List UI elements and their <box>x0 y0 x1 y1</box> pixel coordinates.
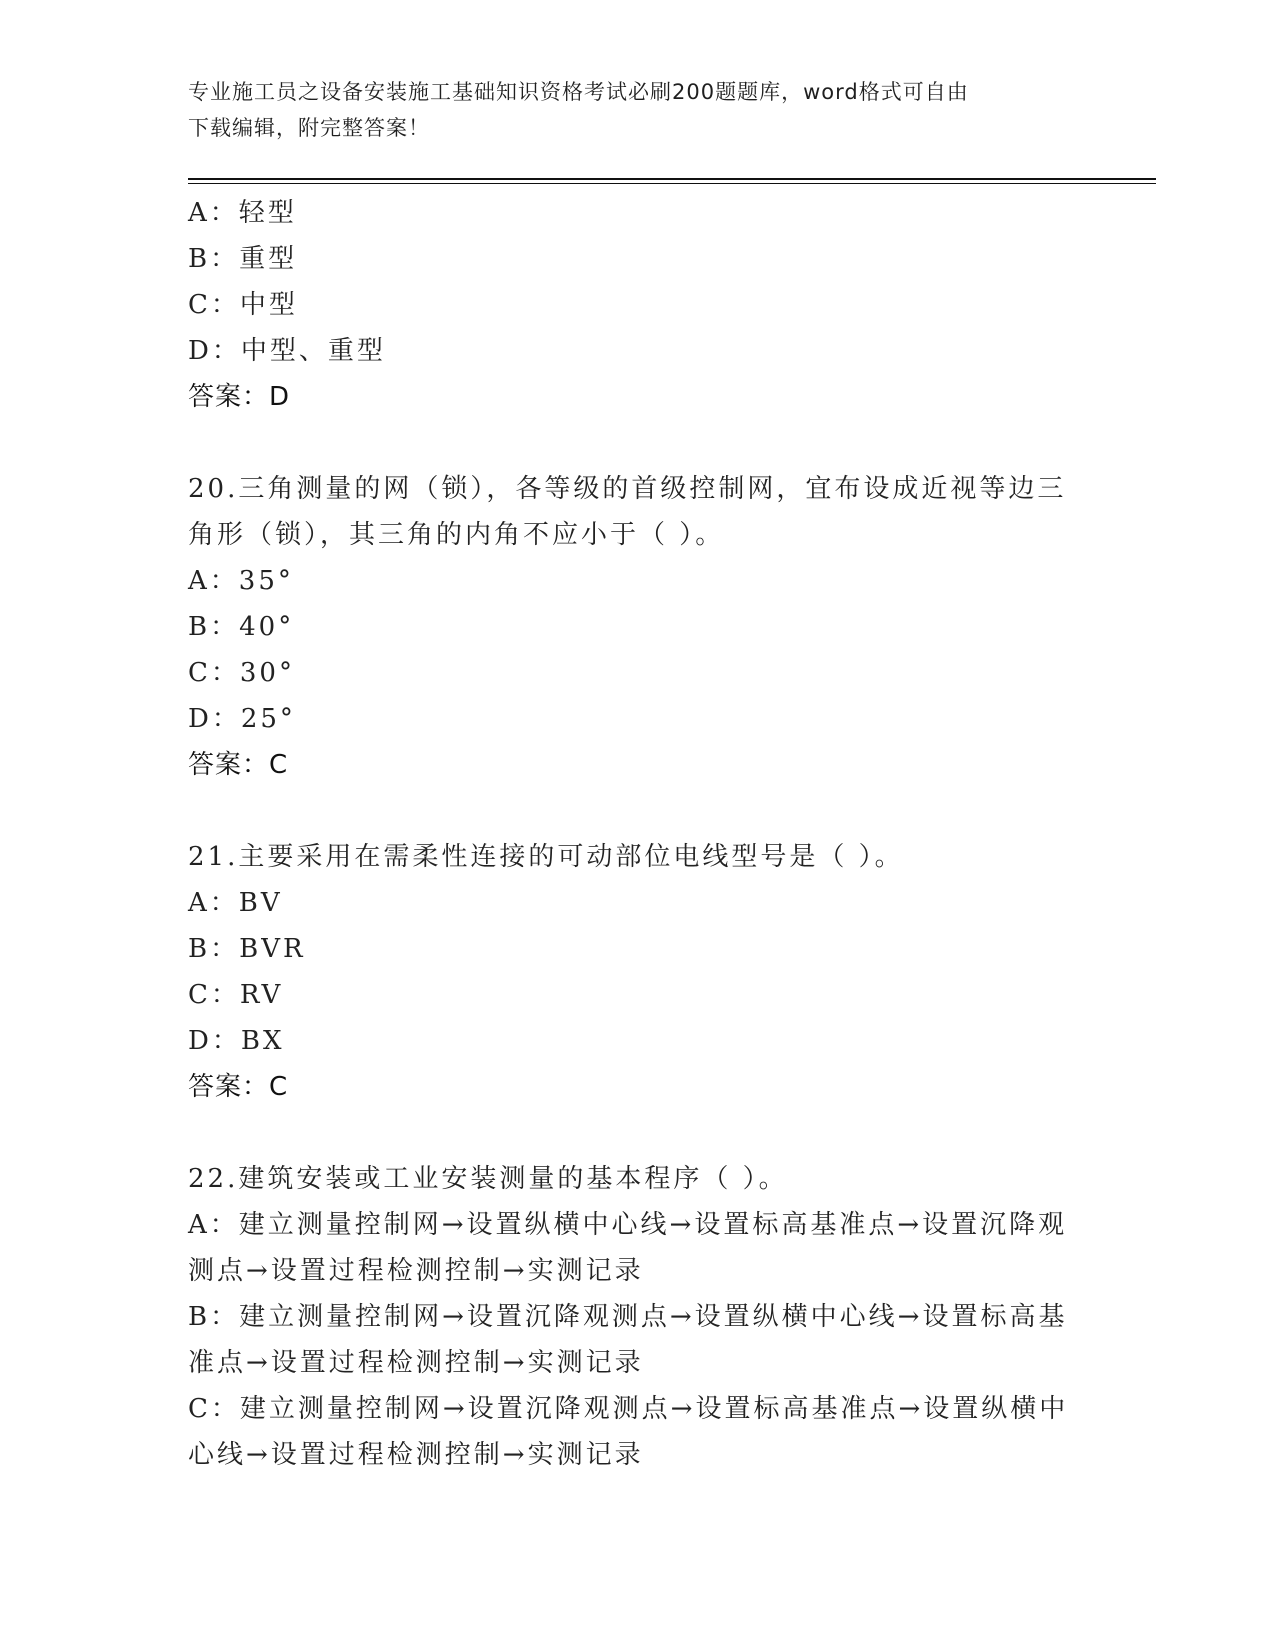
q21-option-c: C：RV <box>188 980 284 1010</box>
q22-option-b-line-2: 准点→设置过程检测控制→实测记录 <box>188 1348 644 1378</box>
q19-option-c: C：中型 <box>188 290 298 320</box>
question-21-block <box>188 834 1088 1110</box>
q20-stem-line-2: 角形（锁），其三角的内角不应小于（ ）。 <box>188 520 725 550</box>
document-header <box>188 74 1078 146</box>
q21-option-b: B：BVR <box>188 934 306 964</box>
q19-option-d: D：中型、重型 <box>188 336 386 366</box>
q20-stem-line-1: 20.三角测量的网（锁），各等级的首级控制网，宜布设成近视等边三 <box>188 474 1067 504</box>
header-line-2: 下载编辑，附完整答案！ <box>188 116 430 140</box>
q20-option-d: D：25° <box>188 704 296 734</box>
q20-answer: 答案：C <box>188 750 289 780</box>
q20-option-a: A：35° <box>188 566 294 596</box>
q21-option-d: D：BX <box>188 1026 285 1056</box>
q22-option-a-line-2: 测点→设置过程检测控制→实测记录 <box>188 1256 644 1286</box>
q20-option-c: C：30° <box>188 658 295 688</box>
q19-option-a: A：轻型 <box>188 198 297 228</box>
header-divider-thick <box>188 178 1156 180</box>
header-line-1: 专业施工员之设备安装施工基础知识资格考试必刷200题题库，word格式可自由 <box>188 80 969 104</box>
q22-option-a-line-1: A：建立测量控制网→设置纵横中心线→设置标高基准点→设置沉降观 <box>188 1210 1068 1240</box>
question-20-block <box>188 466 1088 788</box>
document-body <box>188 190 1088 1478</box>
q21-option-a: A：BV <box>188 888 283 918</box>
q22-stem: 22.建筑安装或工业安装测量的基本程序（ ）。 <box>188 1164 788 1194</box>
q22-option-b-line-1: B：建立测量控制网→设置沉降观测点→设置纵横中心线→设置标高基 <box>188 1302 1068 1332</box>
q19-option-b: B：重型 <box>188 244 298 274</box>
q20-option-b: B：40° <box>188 612 295 642</box>
q22-option-c-line-1: C：建立测量控制网→设置沉降观测点→设置标高基准点→设置纵横中 <box>188 1394 1069 1424</box>
q22-option-c-line-2: 心线→设置过程检测控制→实测记录 <box>188 1440 644 1470</box>
question-22-block <box>188 1156 1088 1478</box>
header-divider-thin <box>188 183 1156 184</box>
question-19-block <box>188 190 1088 420</box>
q19-answer: 答案：D <box>188 382 291 412</box>
q21-stem: 21.主要采用在需柔性连接的可动部位电线型号是（ ）。 <box>188 842 904 872</box>
q21-answer: 答案：C <box>188 1072 289 1102</box>
